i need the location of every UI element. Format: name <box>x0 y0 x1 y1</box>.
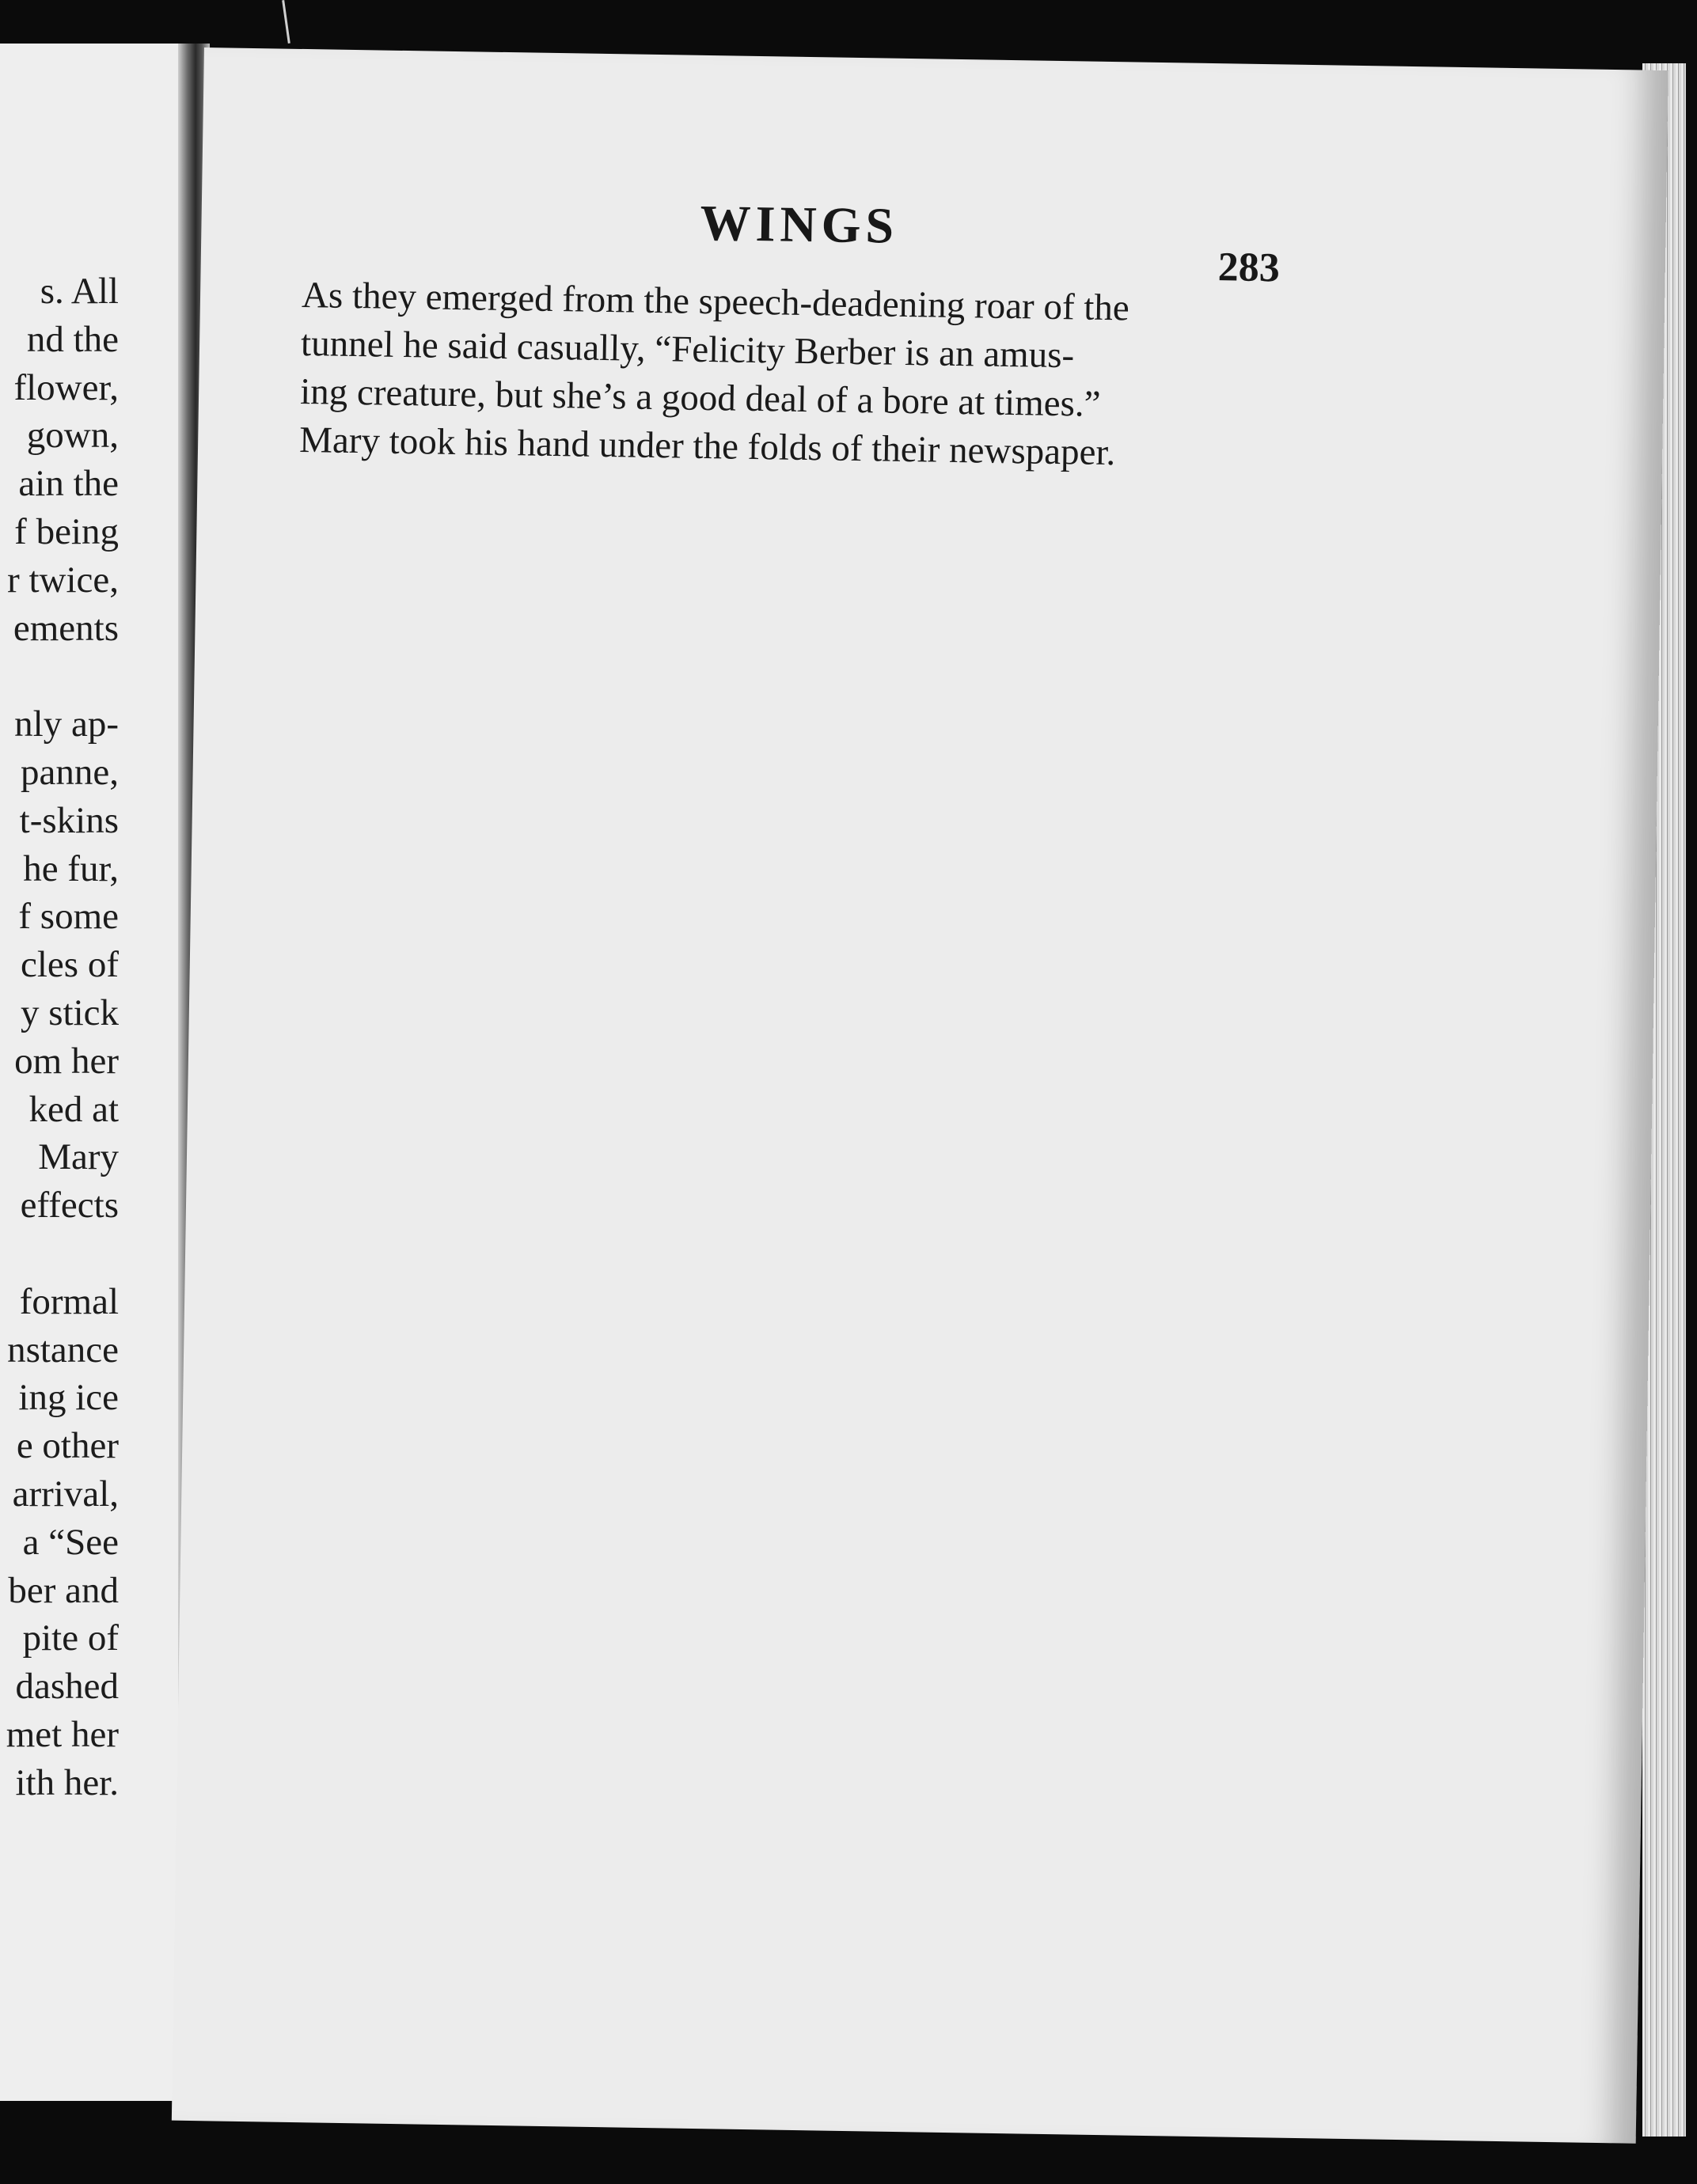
left-page-line: met her <box>6 1714 119 1755</box>
left-page-line: nd the <box>26 318 119 360</box>
left-page-line: ain the <box>18 463 119 505</box>
left-page-line: f being <box>14 511 119 552</box>
body-line-1: As they emerged from the speech-deadening roar of the <box>301 274 1130 329</box>
left-facing-page <box>0 44 188 2101</box>
left-page-line: arrival, <box>12 1473 119 1515</box>
left-page-line: he fur, <box>23 847 119 889</box>
film-scratch <box>282 0 290 44</box>
body-line-2: tunnel he said casually, “Felicity Berber is an amus- <box>300 322 1075 377</box>
left-page-line: formal <box>19 1280 119 1322</box>
left-page-line: nstance <box>7 1329 119 1371</box>
left-page-line: cles of <box>21 944 119 986</box>
left-page-line: pite of <box>22 1617 119 1659</box>
body-line-3: ing creature, but she’s a good deal of a bore at times.” <box>299 370 1101 425</box>
left-page-line: om her <box>14 1040 119 1082</box>
left-page-line: y stick <box>20 992 119 1033</box>
left-page-line: ing ice <box>18 1377 119 1419</box>
body-line-4: Mary took his hand under the folds of their newspaper. <box>298 419 1116 474</box>
left-page-line: Mary <box>38 1136 119 1178</box>
left-page-line: ked at <box>28 1088 119 1130</box>
left-page-line: flower, <box>13 366 119 408</box>
left-page-line: ith her. <box>15 1761 119 1803</box>
left-page-line: gown, <box>26 415 119 457</box>
left-page-line: panne, <box>21 752 119 793</box>
page-number: 283 <box>1217 245 1281 291</box>
left-page-line: dashed <box>15 1666 119 1708</box>
left-page-line: nly ap- <box>14 703 119 745</box>
left-page-line: r twice, <box>7 559 119 601</box>
right-page <box>172 47 1669 2144</box>
left-page-line: ber and <box>8 1569 119 1611</box>
left-page-line: a “See <box>22 1521 119 1563</box>
left-page-line: t-skins <box>19 799 119 841</box>
left-page-line: ements <box>13 607 119 649</box>
running-head: WINGS <box>700 194 899 254</box>
left-page-line: e other <box>16 1425 119 1467</box>
left-page-line: s. All <box>40 271 119 312</box>
left-page-line: effects <box>20 1185 119 1227</box>
left-page-line: f some <box>18 896 119 938</box>
